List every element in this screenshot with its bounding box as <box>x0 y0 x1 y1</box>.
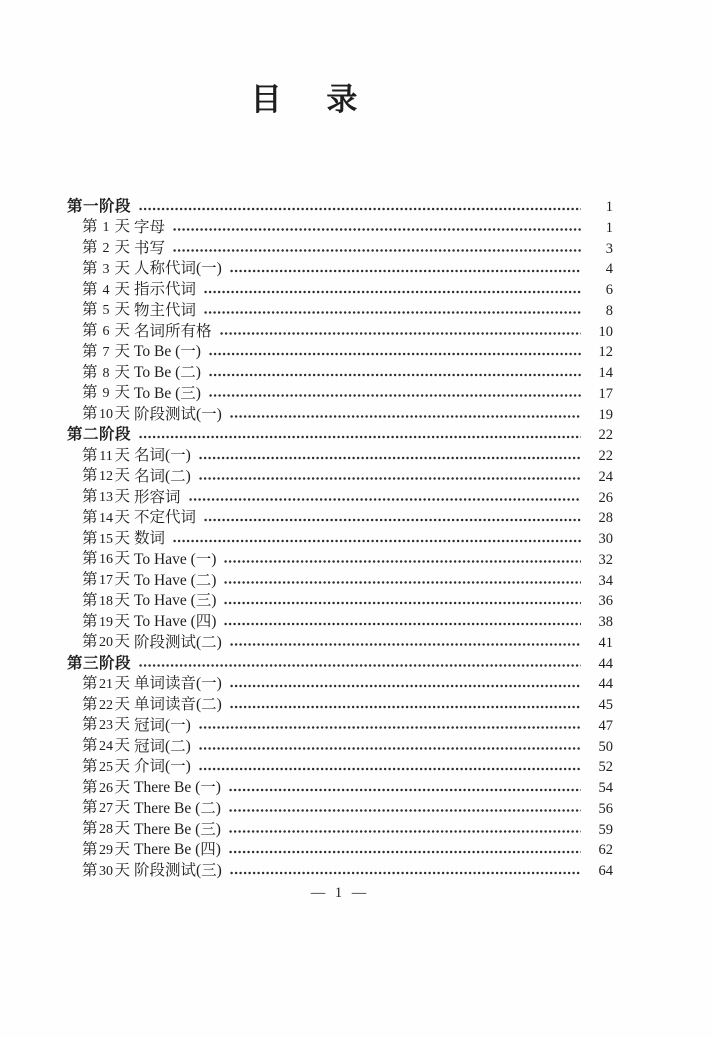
toc-day-row <box>64 529 613 550</box>
dot-leader <box>189 492 581 508</box>
toc-day-row <box>64 778 613 799</box>
day-prefix: 第 <box>82 280 98 298</box>
toc-stage-row <box>64 425 613 446</box>
day-number: 1 <box>102 220 110 236</box>
day-label <box>82 508 130 530</box>
day-suffix: 天 <box>114 322 130 339</box>
page-number: 56 <box>598 800 613 817</box>
day-number: 20 <box>99 635 113 651</box>
page-number: 32 <box>598 551 613 568</box>
toc-day-row <box>64 612 613 633</box>
day-suffix: 天 <box>114 778 130 796</box>
entry-title: There Be (三) <box>134 820 221 838</box>
day-suffix: 天 <box>114 218 130 236</box>
toc-day-row <box>64 571 613 592</box>
entry-title: To Be (三) <box>134 384 201 402</box>
dot-leader <box>199 741 581 757</box>
dot-leader <box>199 471 581 487</box>
stage-label: 第三阶段 <box>67 654 132 672</box>
page-title: 目 录 <box>250 82 360 117</box>
day-label <box>82 674 130 696</box>
day-suffix: 天 <box>114 820 130 837</box>
day-prefix: 第 <box>82 405 98 422</box>
day-suffix: 天 <box>114 280 130 298</box>
entry-title: 名词(一) <box>134 447 191 464</box>
day-prefix: 第 <box>82 259 98 277</box>
day-label <box>82 819 130 841</box>
dot-leader <box>229 782 581 798</box>
page-number: 44 <box>598 655 613 672</box>
toc-day-row <box>64 633 613 654</box>
day-suffix: 天 <box>114 384 130 402</box>
toc-list <box>64 197 613 882</box>
page-number: 62 <box>598 842 613 859</box>
day-prefix: 第 <box>82 363 98 381</box>
page-number: 26 <box>598 489 613 506</box>
day-suffix: 天 <box>114 840 130 858</box>
day-label <box>82 363 130 385</box>
page-number: 24 <box>598 468 613 485</box>
day-prefix: 第 <box>82 508 98 526</box>
entry-title: To Have (一) <box>134 550 217 568</box>
day-number: 3 <box>102 261 110 277</box>
day-label <box>82 612 130 634</box>
page-number: 64 <box>598 863 613 879</box>
entry-title: 阶段测试(三) <box>134 862 222 879</box>
page-number: 34 <box>598 572 613 589</box>
day-suffix: 天 <box>114 571 130 588</box>
day-number: 30 <box>99 863 113 879</box>
entry-title: To Have (三) <box>134 592 217 610</box>
day-label <box>82 591 130 613</box>
dot-leader <box>230 699 581 715</box>
day-number: 15 <box>99 531 113 547</box>
day-suffix: 天 <box>114 363 130 381</box>
day-label <box>82 404 130 426</box>
dot-leader <box>229 844 581 860</box>
stage-label: 第一阶段 <box>67 198 132 215</box>
entry-title: To Have (二) <box>134 571 217 589</box>
day-number: 2 <box>102 241 110 256</box>
dot-leader <box>139 201 581 217</box>
day-prefix: 第 <box>82 550 98 568</box>
toc-day-row <box>64 280 613 301</box>
toc-day-row <box>64 342 613 363</box>
day-prefix: 第 <box>82 591 98 609</box>
day-prefix: 第 <box>82 571 98 588</box>
toc-day-row <box>64 446 613 467</box>
day-suffix: 天 <box>114 529 130 547</box>
day-prefix: 第 <box>82 737 98 754</box>
day-number: 18 <box>99 593 113 609</box>
dot-leader <box>229 824 581 840</box>
day-suffix: 天 <box>114 508 130 526</box>
entry-title: 字母 <box>134 218 166 236</box>
day-number: 13 <box>99 490 113 505</box>
toc-day-row <box>64 591 613 612</box>
day-number: 10 <box>99 407 113 422</box>
footer-page-number: — 1 — <box>310 885 370 901</box>
day-prefix: 第 <box>82 840 98 858</box>
page-number: 10 <box>598 323 613 340</box>
toc-day-row <box>64 363 613 384</box>
toc-day-row <box>64 674 613 695</box>
page-number: 44 <box>598 676 613 693</box>
day-number: 25 <box>99 759 113 775</box>
day-number: 17 <box>99 573 113 588</box>
entry-title: 单词读音(二) <box>134 696 222 713</box>
entry-title: 阶段测试(一) <box>134 405 222 423</box>
day-prefix: 第 <box>82 239 98 256</box>
dot-leader <box>209 346 581 362</box>
entry-title: To Be (二) <box>134 364 201 381</box>
entry-title: 名词所有格 <box>134 322 212 340</box>
day-label <box>82 383 130 405</box>
day-suffix: 天 <box>114 259 130 277</box>
day-number: 28 <box>99 822 113 837</box>
page-number: 8 <box>605 302 613 319</box>
day-suffix: 天 <box>114 674 130 692</box>
entry-title: 书写 <box>134 239 166 257</box>
day-suffix: 天 <box>114 612 130 630</box>
dot-leader <box>224 554 581 570</box>
page-number: 41 <box>598 634 613 651</box>
dot-leader <box>230 263 581 279</box>
page-number: 59 <box>598 821 613 838</box>
day-suffix: 天 <box>114 342 130 360</box>
day-prefix: 第 <box>82 674 98 692</box>
day-suffix: 天 <box>114 861 130 879</box>
entry-title: 指示代词 <box>134 281 197 298</box>
entry-title: There Be (二) <box>134 799 221 817</box>
page-number: 19 <box>598 406 613 423</box>
entry-title: There Be (四) <box>134 841 221 859</box>
toc-day-row <box>64 757 613 778</box>
day-label <box>82 259 130 281</box>
toc-day-row <box>64 384 613 405</box>
entry-title: 阶段测试(二) <box>134 633 222 651</box>
entry-title: 单词读音(一) <box>134 675 222 693</box>
toc-day-row <box>64 799 613 820</box>
entry-title: 冠词(二) <box>134 737 191 755</box>
day-label <box>82 570 130 592</box>
day-label <box>82 217 130 239</box>
day-suffix: 天 <box>114 446 130 464</box>
day-number: 11 <box>99 448 113 464</box>
day-number: 5 <box>102 303 110 319</box>
day-suffix: 天 <box>114 633 130 651</box>
entry-title: 数词 <box>134 530 166 547</box>
page-number: 1 <box>605 199 613 215</box>
day-label <box>82 778 130 800</box>
entry-title: 名词(二) <box>134 467 191 485</box>
day-number: 9 <box>102 386 110 402</box>
dot-leader <box>230 678 581 694</box>
day-prefix: 第 <box>82 612 98 630</box>
day-number: 24 <box>99 739 113 754</box>
toc-day-row <box>64 861 613 882</box>
day-prefix: 第 <box>82 342 98 360</box>
dot-leader <box>224 595 581 611</box>
day-prefix: 第 <box>82 322 98 339</box>
dot-leader <box>224 575 581 591</box>
dot-leader <box>230 637 581 653</box>
page-number: 12 <box>598 344 613 361</box>
page-number: 28 <box>598 510 613 527</box>
dot-leader <box>230 865 581 881</box>
toc-day-row <box>64 695 613 716</box>
entry-title: 介词(一) <box>134 758 191 776</box>
day-label <box>82 487 130 509</box>
day-prefix: 第 <box>82 633 98 651</box>
stage-label: 第二阶段 <box>67 426 132 444</box>
toc-day-row <box>64 218 613 239</box>
dot-leader <box>209 388 581 404</box>
day-label <box>82 549 130 571</box>
day-suffix: 天 <box>114 550 130 568</box>
page-number: 1 <box>605 219 613 236</box>
entry-title: To Have (四) <box>134 613 217 630</box>
toc-day-row <box>64 405 613 426</box>
day-prefix: 第 <box>82 488 98 505</box>
day-label <box>82 446 130 468</box>
toc-day-row <box>64 737 613 758</box>
dot-leader <box>139 658 581 674</box>
day-prefix: 第 <box>82 467 98 485</box>
toc-day-row <box>64 716 613 737</box>
page-number: 14 <box>598 365 613 381</box>
page-number: 54 <box>598 780 613 796</box>
page-number: 6 <box>605 282 613 298</box>
dot-leader <box>173 533 581 549</box>
page-number: 4 <box>605 261 613 278</box>
day-label <box>82 736 130 758</box>
toc-day-row <box>64 322 613 343</box>
page-number: 52 <box>598 759 613 776</box>
day-suffix: 天 <box>114 301 130 319</box>
day-prefix: 第 <box>82 384 98 402</box>
day-suffix: 天 <box>114 405 130 422</box>
toc-day-row <box>64 467 613 488</box>
day-label <box>82 798 130 820</box>
day-suffix: 天 <box>114 591 130 609</box>
day-prefix: 第 <box>82 799 98 817</box>
day-prefix: 第 <box>82 716 98 734</box>
entry-title: To Be (一) <box>134 343 201 361</box>
dot-leader <box>199 720 581 736</box>
dot-leader <box>204 512 581 528</box>
entry-title: 冠词(一) <box>134 716 191 734</box>
entry-title: 物主代词 <box>134 301 197 319</box>
day-suffix: 天 <box>114 467 130 485</box>
dot-leader <box>139 429 581 445</box>
day-label <box>82 840 130 862</box>
day-label <box>82 300 130 322</box>
day-label <box>82 861 130 883</box>
toc-day-row <box>64 820 613 841</box>
day-suffix: 天 <box>114 239 130 256</box>
day-number: 12 <box>99 469 113 485</box>
dot-leader <box>230 409 581 425</box>
day-label <box>82 695 130 717</box>
page-number: 47 <box>598 717 613 734</box>
day-number: 29 <box>99 842 113 858</box>
day-prefix: 第 <box>82 695 98 713</box>
dot-leader <box>220 326 581 342</box>
page-number: 3 <box>605 240 613 257</box>
day-label <box>82 321 130 343</box>
entry-title: 形容词 <box>134 488 181 506</box>
day-prefix: 第 <box>82 218 98 236</box>
day-prefix: 第 <box>82 778 98 796</box>
entry-title: 不定代词 <box>134 509 197 527</box>
day-prefix: 第 <box>82 820 98 837</box>
day-label <box>82 238 130 260</box>
dot-leader <box>199 450 581 466</box>
day-number: 19 <box>99 614 113 630</box>
day-prefix: 第 <box>82 301 98 319</box>
day-number: 6 <box>102 324 110 339</box>
day-suffix: 天 <box>114 716 130 734</box>
day-prefix: 第 <box>82 529 98 547</box>
day-number: 22 <box>99 697 113 713</box>
day-prefix: 第 <box>82 861 98 879</box>
day-number: 14 <box>99 510 113 526</box>
day-number: 23 <box>99 718 113 734</box>
toc-day-row <box>64 259 613 280</box>
day-number: 8 <box>102 365 110 381</box>
day-number: 16 <box>99 552 113 568</box>
dot-leader <box>199 761 581 777</box>
day-label <box>82 529 130 551</box>
dot-leader <box>173 243 581 259</box>
toc-day-row <box>64 488 613 509</box>
page-number: 36 <box>598 593 613 610</box>
toc-stage-row <box>64 654 613 675</box>
day-suffix: 天 <box>114 757 130 775</box>
dot-leader <box>204 284 581 300</box>
page-number: 45 <box>598 697 613 713</box>
entry-title: There Be (一) <box>134 779 221 796</box>
day-suffix: 天 <box>114 695 130 713</box>
entry-title: 人称代词(一) <box>134 260 222 278</box>
dot-leader <box>204 305 581 321</box>
page-number: 50 <box>598 738 613 755</box>
day-label <box>82 632 130 654</box>
dot-leader <box>229 803 581 819</box>
page-number: 22 <box>598 448 613 464</box>
dot-leader <box>224 616 581 632</box>
toc-day-row <box>64 840 613 861</box>
day-label <box>82 757 130 779</box>
day-number: 27 <box>99 801 113 817</box>
dot-leader <box>173 222 581 238</box>
toc-day-row <box>64 508 613 529</box>
day-suffix: 天 <box>114 488 130 505</box>
day-number: 21 <box>99 676 113 692</box>
day-label <box>82 715 130 737</box>
page-number: 17 <box>598 385 613 402</box>
toc-day-row <box>64 239 613 260</box>
day-number: 4 <box>102 282 110 298</box>
day-label <box>82 466 130 488</box>
day-label <box>82 280 130 302</box>
toc-stage-row <box>64 197 613 218</box>
dot-leader <box>209 367 581 383</box>
page-number: 38 <box>598 614 613 630</box>
day-number: 7 <box>102 344 110 360</box>
page-number: 22 <box>598 427 613 444</box>
day-prefix: 第 <box>82 446 98 464</box>
toc-day-row <box>64 301 613 322</box>
day-prefix: 第 <box>82 757 98 775</box>
day-suffix: 天 <box>114 799 130 817</box>
toc-day-row <box>64 550 613 571</box>
page-number: 30 <box>598 531 613 547</box>
day-label <box>82 342 130 364</box>
day-number: 26 <box>99 780 113 796</box>
day-suffix: 天 <box>114 737 130 754</box>
